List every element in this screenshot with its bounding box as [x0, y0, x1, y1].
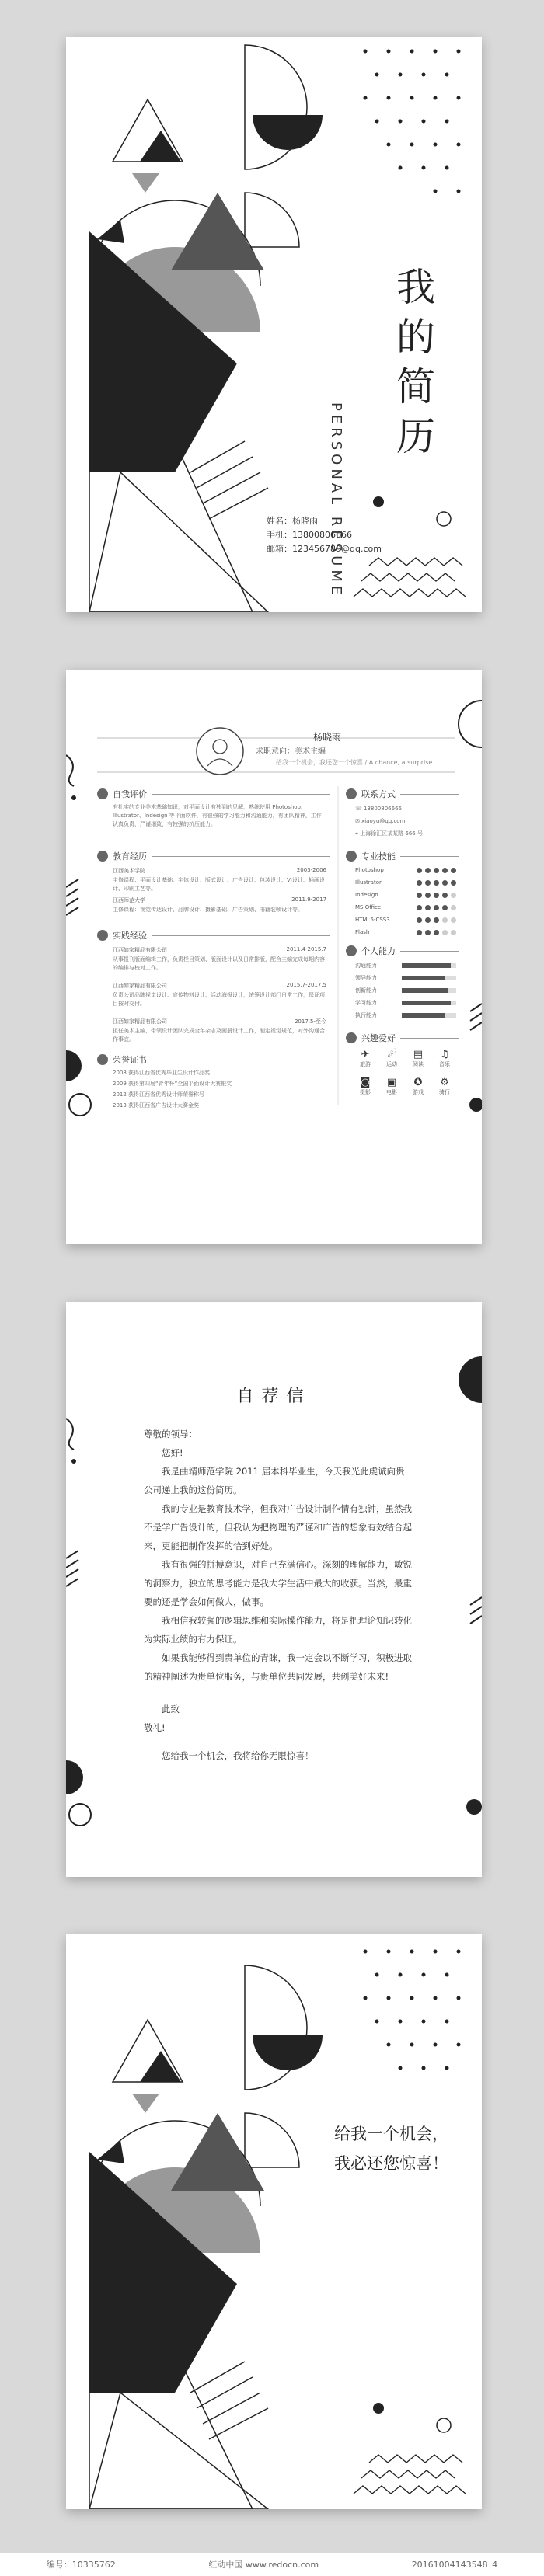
ability-bar	[402, 1001, 456, 1005]
hobby-item: ▤ 阅读	[408, 1049, 428, 1068]
footer-code: 20161004143548 4	[411, 2559, 498, 2570]
dot-grid-icon	[364, 50, 461, 193]
music-icon: ♫	[440, 1049, 449, 1060]
ability-row: 领导能力	[355, 974, 456, 982]
section-self-eval: 自我评价	[97, 788, 330, 800]
ability-bar-fill	[402, 963, 451, 968]
edu-row-1: 江西美术学院 2003-2006	[113, 867, 326, 874]
honor-icon	[97, 1054, 108, 1065]
contact-icon	[346, 788, 357, 799]
bike-icon: ⚙	[440, 1077, 449, 1088]
cover-name: 姓名：杨晓雨	[267, 516, 318, 526]
ability-row: 执行能力	[355, 1011, 456, 1019]
cover-letter-page	[66, 1302, 482, 1877]
letter-paragraph-2: 我的专业是教育技术学，但我对广告设计制作情有独钟，虽然我不是学广告设计的，但我认为把物理的严谨和广告的想象有效结合起来，更能把制作发挥的恰到好处。	[144, 1503, 412, 1551]
skill-dot	[434, 917, 439, 923]
practice-desc-1: 从事报刊版面编辑工作，负责栏目策划、版面设计以及日常排版，配合主编完成每期内容的编排与校对工作。	[113, 956, 325, 971]
honor-4: 2013 获得江西省广告设计大赛金奖	[113, 1102, 200, 1109]
skill-row: Illustrator	[355, 879, 456, 886]
self-eval-text: 有扎实的专业美术基础知识，对平面设计有独到的见解，熟练使用 Photoshop、Illustrator、Indesign 等平面软件，有很强的学习能力和沟通能力，有团队精神，工作认真负责，严谨细致，有较强的抗压能力。	[113, 804, 322, 827]
ability-row: 学习能力	[355, 999, 456, 1007]
film-icon: ▣	[386, 1077, 397, 1088]
ability-row: 创新能力	[355, 987, 456, 994]
ability-bar	[402, 988, 456, 993]
letter-body	[144, 1425, 412, 1765]
hobby-item: ◙ 摄影	[355, 1077, 375, 1096]
skill-dot	[442, 880, 448, 886]
contact-email: ✉ xiaoyu@qq.com	[355, 818, 406, 824]
book-icon: ▤	[413, 1049, 424, 1060]
section-practice: 实践经验	[97, 929, 330, 942]
skill-level-dots	[417, 868, 456, 873]
cover-email: 邮箱：123456789@qq.com	[267, 544, 382, 554]
skill-level-dots	[417, 880, 456, 886]
skill-dot	[425, 917, 431, 923]
section-education: 教育经历	[97, 850, 330, 862]
skill-dot	[442, 905, 448, 910]
section-skills: 专业技能	[346, 850, 459, 862]
self-eval-icon	[97, 788, 108, 799]
resume-name: 杨晓雨	[313, 732, 342, 743]
skill-dot	[425, 930, 431, 935]
footer-id: 编号：10335762	[46, 2560, 116, 2570]
cover-contact-block	[267, 514, 382, 556]
watermark-footer	[0, 2553, 544, 2576]
phone-icon: ☏	[355, 806, 364, 812]
skill-dot	[434, 868, 439, 873]
cover-page	[66, 37, 482, 612]
ability-bar	[402, 963, 456, 968]
camera-icon: ◙	[360, 1077, 371, 1088]
honor-1: 2008 获得江西省优秀毕业生设计作品奖	[113, 1070, 211, 1076]
letter-paragraph-1: 我是曲靖师范学院 2011 届本科毕业生，今天我光此虔诚向贵公司递上我的这份简历。	[144, 1466, 405, 1495]
practice-desc-2: 负责公司品牌视觉设计、宣传物料设计、活动海报设计，统筹设计部门日常工作，保证项目按时交付。	[113, 992, 325, 1007]
back-slogan-line-1: 给我一个机会，	[334, 2125, 448, 2143]
skill-dot	[417, 905, 422, 910]
resume-intent: 求职意向：美术主编	[256, 747, 326, 756]
skill-dot	[425, 893, 431, 898]
edu-row-2: 江西师范大学 2011.9-2017	[113, 896, 326, 903]
cover-subtitle: PERSONAL RESUME	[328, 402, 344, 599]
skill-dot	[434, 905, 439, 910]
letter-greeting: 尊敬的领导：	[144, 1429, 197, 1439]
edu-desc-2: 主修课程：视觉传达设计、品牌设计、摄影基础、广告策划、书籍装帧设计等。	[113, 907, 303, 913]
skill-dot	[442, 893, 448, 898]
resume-motto: 给我一个机会，我还您一个惊喜 / A chance, a surprise	[276, 759, 433, 766]
back-geometric-art	[66, 1934, 482, 2509]
ability-bar-fill	[402, 1013, 445, 1018]
hobby-item: ▣ 电影	[382, 1077, 402, 1096]
footer-site: 红动中国 www.redocn.com	[208, 2560, 319, 2570]
skill-dot	[425, 868, 431, 873]
ability-icon	[346, 945, 357, 956]
ability-bar	[402, 976, 456, 980]
running-icon: ☄	[387, 1049, 396, 1060]
skill-dot	[417, 868, 422, 873]
ability-bar	[402, 1013, 456, 1018]
hobby-icon	[346, 1032, 357, 1043]
skill-dot	[442, 917, 448, 923]
skill-dot	[451, 868, 456, 873]
section-ability: 个人能力	[346, 945, 459, 957]
practice-icon	[97, 930, 108, 941]
skill-level-dots	[417, 917, 456, 923]
ability-bar-fill	[402, 976, 445, 980]
skill-dot	[451, 930, 456, 935]
skill-row: HTML5-CSS3	[355, 917, 456, 923]
section-hobby: 兴趣爱好	[346, 1032, 459, 1044]
edu-desc-1: 主修课程：平面设计基础、字体设计、版式设计、广告设计、包装设计、VI设计、插画设计、印刷工艺等。	[113, 877, 325, 892]
hobby-item: ✈ 旅游	[355, 1049, 375, 1068]
letter-title: 自荐信	[236, 1387, 312, 1406]
honor-2: 2009 获得第四届“青年杯”全国平面设计大赛银奖	[113, 1081, 232, 1087]
skill-row: Photoshop	[355, 867, 456, 873]
skill-dot	[417, 880, 422, 886]
skill-dot	[442, 930, 448, 935]
skill-dot	[417, 893, 422, 898]
ability-bar-fill	[402, 1001, 451, 1005]
letter-paragraph-3: 我有很强的拼搏意识，对自己充满信心。深刻的理解能力，敏锐的洞察力，独立的思考能力是我大学生活中最大的收获。当然，最重要的还是学会如何做人，做事。	[144, 1559, 412, 1607]
skill-dot	[425, 880, 431, 886]
practice-row-3: 江西如家精品有限公司 2017.5-至今	[113, 1018, 326, 1025]
contact-phone: ☏ 13800806666	[355, 806, 402, 812]
skill-dot	[434, 880, 439, 886]
resume-page	[66, 670, 482, 1244]
education-icon	[97, 851, 108, 862]
section-honors: 荣誉证书	[97, 1053, 330, 1066]
location-icon: ⌖	[355, 830, 361, 837]
skill-level-dots	[417, 905, 456, 910]
skill-dot	[434, 893, 439, 898]
cover-title: 我的简历	[396, 265, 435, 459]
skill-dot	[417, 930, 422, 935]
hobby-item: ♫ 音乐	[434, 1049, 455, 1068]
skill-dot	[451, 880, 456, 886]
practice-row-1: 江西如家精品有限公司 2011.4-2015.7	[113, 946, 326, 953]
skill-level-dots	[417, 930, 456, 935]
letter-postscript: 您给我一个机会，我将给你无限惊喜！	[162, 1750, 314, 1761]
mail-icon: ✉	[355, 818, 362, 824]
skill-dot	[442, 868, 448, 873]
contact-address: ⌖ 上海徐汇区某某路 666 号	[355, 830, 423, 837]
game-icon: ✪	[413, 1077, 423, 1088]
skill-dot	[451, 905, 456, 910]
back-cover-page	[66, 1934, 482, 2509]
letter-salute: 敬礼!	[144, 1722, 166, 1733]
honor-3: 2012 获得江西省优秀设计师荣誉称号	[113, 1091, 205, 1098]
skill-row: Flash	[355, 929, 456, 935]
dot-grid-icon	[364, 1950, 461, 2070]
skill-dot	[425, 905, 431, 910]
plane-icon: ✈	[361, 1049, 370, 1060]
letter-paragraph-5: 如果我能够得到贵单位的青睐，我一定会以不断学习，积极进取的精神阐述为贵单位服务，与贵单位共同发展，共创美好未来!	[144, 1652, 412, 1682]
practice-row-2: 江西如家精品有限公司 2015.7-2017.5	[113, 982, 326, 989]
letter-hello: 您好!	[162, 1447, 183, 1458]
skill-dot	[451, 917, 456, 923]
skill-dot	[417, 917, 422, 923]
skill-row: Indesign	[355, 892, 456, 898]
back-slogan	[334, 2119, 459, 2178]
ability-row: 沟通能力	[355, 962, 456, 969]
practice-desc-3: 担任美术主编，带领设计团队完成全年杂志及画册设计工作，制定视觉规范，对外沟通合作事宜。	[113, 1028, 325, 1043]
back-slogan-line-2: 我必还您惊喜！	[334, 2154, 448, 2173]
ability-bar-fill	[402, 988, 448, 993]
skills-icon	[346, 851, 357, 862]
hobby-item: ⚙ 骑行	[434, 1077, 455, 1096]
cover-phone: 手机：13800806666	[267, 530, 352, 540]
section-contact: 联系方式	[346, 788, 459, 800]
skill-dot	[434, 930, 439, 935]
hobby-item: ☄ 运动	[382, 1049, 402, 1068]
skill-row: MS Office	[355, 904, 456, 910]
letter-closing: 此致	[162, 1704, 180, 1714]
letter-paragraph-4: 我相信我较强的逻辑思维和实际操作能力，将是把理论知识转化为实际业绩的有力保证。	[144, 1615, 412, 1645]
hobby-item: ✪ 游戏	[408, 1077, 428, 1096]
skill-dot	[451, 893, 456, 898]
skill-level-dots	[417, 893, 456, 898]
